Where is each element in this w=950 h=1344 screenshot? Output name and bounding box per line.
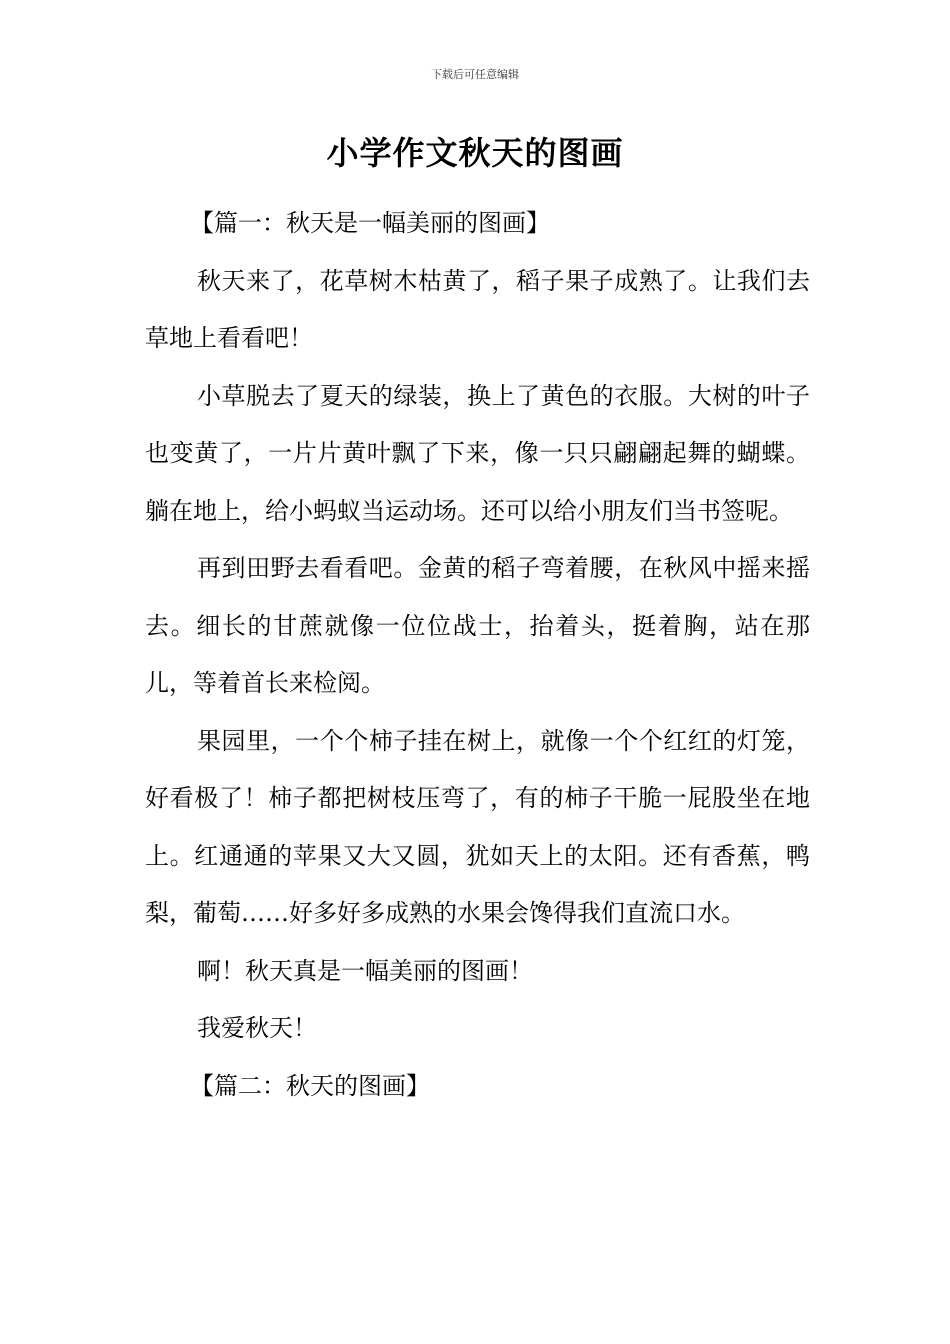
paragraph-1: 秋天来了，花草树木枯黄了，稻子果子成熟了。让我们去草地上看看吧！ bbox=[145, 266, 810, 352]
document-body bbox=[145, 195, 810, 1115]
document-title: 小学作文秋天的图画 bbox=[326, 134, 624, 172]
paragraph-3: 再到田野去看看吧。金黄的稻子弯着腰，在秋风中摇来摇去。细长的甘蔗就像一位位战士，抬着头，挺着胸，站在那儿，等着首长来检阅。 bbox=[145, 554, 810, 697]
paragraph-6: 我爱秋天！ bbox=[197, 1014, 317, 1042]
section-one-heading: 【篇一：秋天是一幅美丽的图画】 bbox=[190, 209, 550, 237]
paragraph-4: 果园里，一个个柿子挂在树上，就像一个个红红的灯笼，好看极了！柿子都把树枝压弯了，有的柿子干脆一屁股坐在地上。红通通的苹果又大又圆，犹如天上的太阳。还有香蕉，鸭梨，葡萄……好多好多成熟的水果会馋得我们直流口水。 bbox=[145, 726, 810, 927]
paragraph-5: 啊！秋天真是一幅美丽的图画！ bbox=[197, 956, 533, 985]
section-two-heading: 【篇二：秋天的图画】 bbox=[190, 1071, 430, 1100]
page-header-note: 下载后可任意编辑 bbox=[431, 68, 519, 81]
paragraph-2: 小草脱去了夏天的绿装，换上了黄色的衣服。大树的叶子也变黄了，一片片黄叶飘了下来，像一只只翩翩起舞的蝴蝶。躺在地上，给小蚂蚁当运动场。还可以给小朋友们当书签呢。 bbox=[145, 381, 810, 525]
